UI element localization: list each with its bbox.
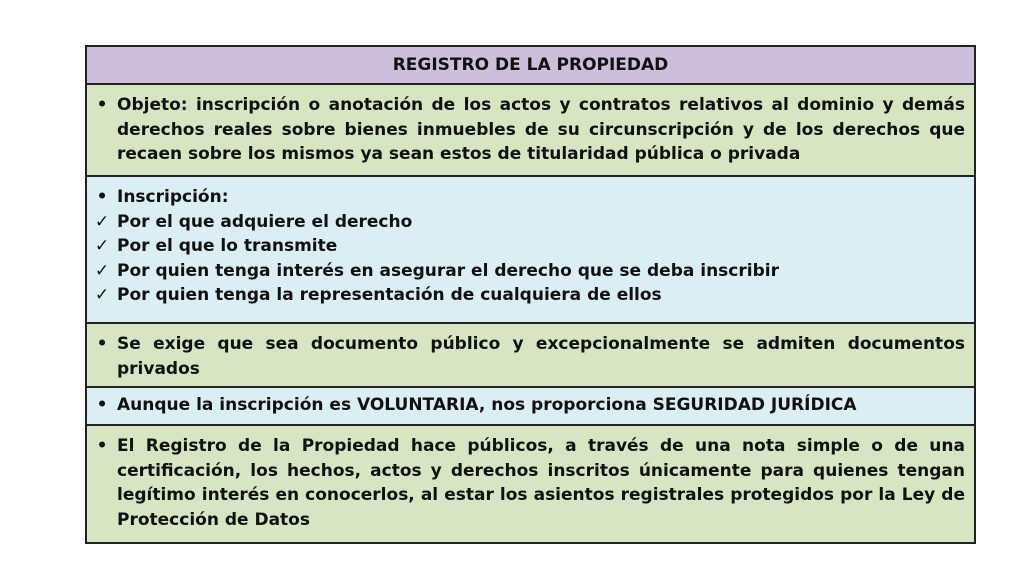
inscripcion-item: Por quien tenga interés en asegurar el derecho que se deba inscribir [117, 260, 779, 281]
list-item [87, 283, 974, 308]
row-inscripcion [87, 175, 974, 322]
bullet-icon: • [96, 95, 108, 115]
list-item [87, 234, 974, 259]
check-icon: ✓ [94, 211, 110, 232]
table-header [87, 47, 974, 83]
bullet-icon: • [96, 187, 108, 207]
list-item [87, 393, 974, 418]
inscripcion-item: Por el que lo transmite [117, 236, 338, 256]
table-title: REGISTRO DE LA PROPIEDAD [392, 55, 669, 75]
row-objeto [87, 83, 974, 175]
inscripcion-heading: Inscripción: [117, 187, 229, 207]
list-item [87, 185, 974, 210]
publicidad-text: El Registro de la Propiedad hace públicos, a través de una nota simple o de una certificación, los hechos, actos y derechos inscritos únicamente para quienes tengan legítimo interés en conocerlos, al estar los asientos registrales protegidos por la Ley de Protección de Datos [117, 436, 965, 530]
documento-text: Se exige que sea documento público y excepcionalmente se admiten documentos privados [117, 334, 965, 379]
row-voluntaria [87, 386, 974, 424]
inscripcion-item: Por quien tenga la representación de cualquiera de ellos [117, 285, 662, 305]
registro-table [85, 45, 976, 544]
voluntaria-text: Aunque la inscripción es VOLUNTARIA, nos proporciona SEGURIDAD JURÍDICA [117, 395, 857, 415]
bullet-icon: • [96, 436, 108, 456]
check-icon: ✓ [94, 260, 110, 281]
bullet-icon: • [96, 334, 108, 354]
list-item [87, 93, 974, 167]
list-item [87, 332, 974, 381]
list-item [87, 434, 974, 532]
objeto-text: Objeto: inscripción o anotación de los actos y contratos relativos al dominio y demás derechos reales sobre bienes inmuebles de su circunscripción y de los derechos que recaen sobre los mismos ya sean estos de titularidad pública o privada [117, 95, 965, 164]
bullet-icon: • [96, 395, 108, 415]
check-icon: ✓ [94, 236, 110, 256]
list-item [87, 210, 974, 235]
row-publicidad [87, 424, 974, 542]
check-icon: ✓ [94, 285, 110, 305]
inscripcion-item: Por el que adquiere el derecho [117, 211, 413, 232]
row-documento [87, 322, 974, 386]
list-item [87, 259, 974, 284]
